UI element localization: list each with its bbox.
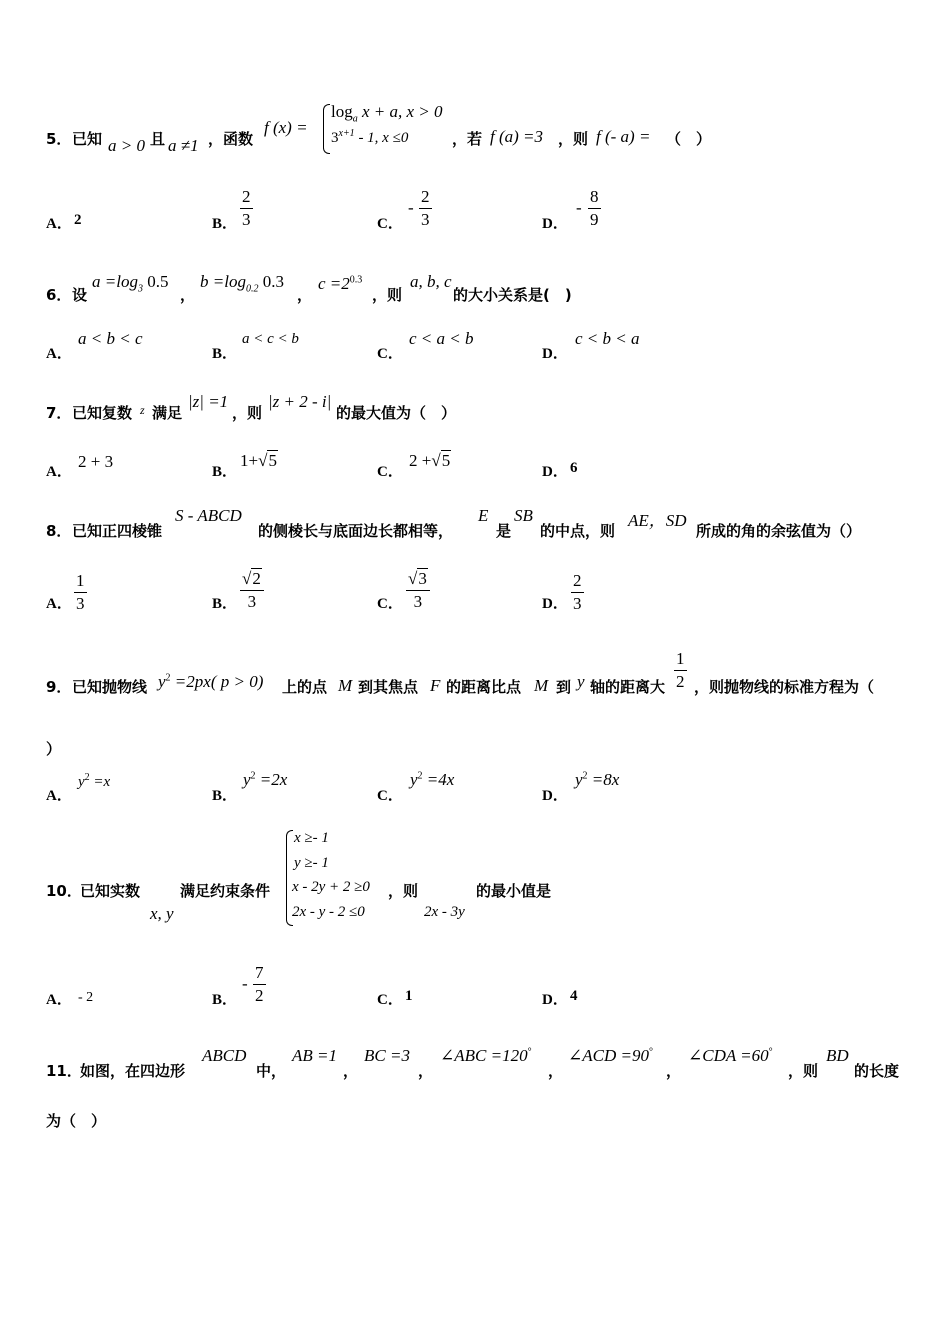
q10-optB-frac: $\frac{7}{2}$ [255, 963, 264, 1005]
q6-optC: c < a < b [409, 329, 474, 348]
q5-optA-label: A． [46, 216, 72, 232]
q8-optC-label: C． [377, 596, 403, 612]
q5-cond2: a ≠1 [168, 136, 199, 155]
q8-optD-label: D． [542, 596, 568, 612]
q5-text-3: ，函数 [208, 130, 254, 148]
q10-optA-label: A． [46, 992, 72, 1008]
q8-text-4: 的中点，则 [540, 522, 616, 540]
q5-optC-sign: - [408, 198, 414, 217]
q5-optA: 2 [74, 212, 82, 228]
q5-optB-frac: $\frac{2}{3}$ [242, 187, 251, 229]
q9-text-4: 的距离比点 [446, 678, 522, 696]
q6-a-def: $a =\log_3$ 0.5 [92, 272, 169, 295]
q8-text-3: 是 [496, 522, 512, 540]
q6-vars: a, b, c [410, 272, 452, 291]
q9-text-7: ，则抛物线的标准方程为（ [694, 678, 875, 696]
q11-text-2: 中， [256, 1062, 287, 1080]
q5-text-2: 且 [150, 130, 166, 148]
q9-number: 9． [46, 678, 72, 696]
q5-optD-sign: - [576, 198, 582, 217]
q5-number: 5． [46, 130, 72, 148]
q5-optB-label: B． [212, 216, 238, 232]
q9-text-1: 已知抛物线 [72, 678, 148, 696]
q9-text-5: 到 [556, 678, 572, 696]
q7-optC: 2 +√5 [409, 451, 451, 470]
q11-text-4: 的长度 [854, 1062, 900, 1080]
q8-optD-frac: $\frac{2}{3}$ [573, 571, 582, 613]
q5-given: f (a) =3 [490, 127, 544, 146]
q5-brace [323, 104, 330, 154]
q11-comma-3: ， [548, 1062, 564, 1080]
q6-optA: a < b < c [78, 329, 143, 348]
q10-vars: x, y [150, 904, 174, 923]
q9-y: y [577, 672, 585, 691]
q8-lines: AE，SD [628, 511, 687, 530]
q7-text-3: ，则 [232, 404, 263, 422]
q7-number: 7． [46, 404, 72, 422]
q11-ab: AB =1 [292, 1046, 337, 1065]
q7-optD: 6 [570, 460, 578, 476]
q10-optC-label: C． [377, 992, 403, 1008]
q11-comma-4: ， [666, 1062, 682, 1080]
q7-optA-label: A． [46, 464, 72, 480]
q6-text-2: ，则 [372, 286, 403, 304]
q8-sb: SB [514, 506, 533, 525]
q6-optD-label: D． [542, 346, 568, 362]
q8-e: E [478, 506, 489, 525]
q9-text-3: 到其焦点 [358, 678, 419, 696]
q9-optC-label: C． [377, 788, 403, 804]
q7-expr: |z + 2 - i| [268, 392, 332, 411]
q6-b-def: $b =\log_{0.2}$ 0.3 [200, 272, 284, 295]
q8-number: 8． [46, 522, 72, 540]
q8-text-1: 已知正四棱锥 [72, 522, 163, 540]
q5-optD-frac: $\frac{8}{9}$ [590, 187, 599, 229]
q6-optB: a < c < b [242, 331, 299, 347]
q9-close-paren: ） [46, 740, 62, 758]
q6-optA-label: A． [46, 346, 72, 362]
q6-text-3: 的大小关系是( ) [453, 286, 572, 304]
q9-optB-label: B． [212, 788, 238, 804]
q10-optD: 4 [570, 988, 578, 1004]
q11-comma-1: ， [343, 1062, 359, 1080]
q10-optD-label: D． [542, 992, 568, 1008]
q9-optD-label: D． [542, 788, 568, 804]
q7-optD-label: D． [542, 464, 568, 480]
q7-optC-label: C． [377, 464, 403, 480]
q5-text-4: ，若 [452, 130, 483, 148]
q10-text-3: ，则 [388, 882, 419, 900]
q11-angle-acd: ∠ACD =90° [568, 1046, 653, 1065]
q5-case1: $\log_a x + a$, x > 0 [331, 102, 443, 125]
q11-bd: BD [826, 1046, 849, 1065]
q7-cond: |z| =1 [188, 392, 229, 411]
q11-text-3: ，则 [788, 1062, 819, 1080]
q9-frac: $\frac{1}{2}$ [676, 649, 685, 691]
q7-text-4: 的最大值为（ ） [336, 404, 457, 422]
q9-optC: $y^2 =4x$ [410, 770, 455, 789]
q11-number: 11． [46, 1062, 82, 1080]
q10-constraint-3: x - 2y + 2 ≥0 [292, 879, 370, 895]
q8-text-2: 的侧棱长与底面边长都相等， [258, 522, 454, 540]
q10-optB-label: B． [212, 992, 238, 1008]
q10-constraint-2: y ≥- 1 [294, 855, 329, 871]
q9-optD: $y^2 =8x$ [575, 770, 620, 789]
q6-optB-label: B． [212, 346, 238, 362]
q6-text-1: 设 [72, 286, 88, 304]
q7-z: z [140, 403, 145, 417]
q11-angle-abc: ∠ABC =120° [440, 1046, 532, 1065]
q10-optB-sign: - [242, 974, 248, 993]
q5-optC-frac: $\frac{2}{3}$ [421, 187, 430, 229]
q11-text-5: 为（ ） [46, 1112, 107, 1130]
q7-optB: 1+√5 [240, 451, 277, 470]
q10-constraint-4: 2x - y - 2 ≤0 [292, 904, 365, 920]
q8-optA-frac: $\frac{1}{3}$ [76, 571, 85, 613]
q6-comma-2: ， [297, 286, 313, 304]
q5-case2: $3^{x+1} - 1$, x ≤0 [331, 128, 409, 146]
q10-optA: - 2 [78, 990, 94, 1005]
q11-bc: BC =3 [364, 1046, 410, 1065]
q10-optC: 1 [405, 988, 413, 1004]
q5-text-5: ，则 [558, 130, 589, 148]
q8-optA-label: A． [46, 596, 72, 612]
q7-optA: 2 + 3 [78, 452, 114, 471]
q5-paren: （ ） [666, 130, 712, 148]
q5-func: f (x) = [264, 118, 308, 137]
q9-text-2: 上的点 [282, 678, 328, 696]
q9-point-m2: M [534, 676, 549, 695]
q11-quad: ABCD [202, 1046, 247, 1065]
q10-text-2: 满足约束条件 [180, 882, 271, 900]
q6-number: 6． [46, 286, 72, 304]
q11-angle-cda: ∠CDA =60° [688, 1046, 773, 1065]
q5-optD-label: D． [542, 216, 568, 232]
q11-text-1: 如图，在四边形 [80, 1062, 186, 1080]
q6-comma-1: ， [180, 286, 196, 304]
q10-target: 2x - 3y [424, 904, 465, 920]
q9-optA: $y^2 =x$ [78, 772, 111, 790]
q5-cond1: a > 0 [108, 136, 145, 155]
q6-c-def: $c =2^{0.3}$ [318, 274, 363, 293]
q6-optC-label: C． [377, 346, 403, 362]
q9-equation: $y^2 =2px$( p > 0) [158, 672, 264, 691]
q9-optB: $y^2 =2x$ [243, 770, 288, 789]
q8-optB-frac: $\frac{√2}{3}$ [240, 568, 264, 613]
q7-optB-label: B． [212, 464, 238, 480]
q5-text-1: 已知 [72, 130, 103, 148]
q7-text-2: 满足 [152, 404, 183, 422]
q11-comma-2: ， [418, 1062, 434, 1080]
q9-focus: F [430, 676, 441, 695]
q10-text-1: 已知实数 [80, 882, 141, 900]
q8-optC-frac: $\frac{√3}{3}$ [406, 568, 430, 613]
q7-text-1: 已知复数 [72, 404, 133, 422]
q5-ask: f (- a) = [596, 127, 651, 146]
q9-point-m1: M [338, 676, 353, 695]
q10-constraint-1: x ≥- 1 [294, 830, 329, 846]
q9-text-6: 轴的距离大 [590, 678, 666, 696]
q6-optD: c < b < a [575, 329, 640, 348]
q8-pyramid: S - ABCD [175, 506, 242, 525]
q9-optA-label: A． [46, 788, 72, 804]
q8-optB-label: B． [212, 596, 238, 612]
q10-text-4: 的最小值是 [476, 882, 552, 900]
q8-text-5: 所成的角的余弦值为（） [696, 522, 862, 540]
q5-optC-label: C． [377, 216, 403, 232]
q10-number: 10． [46, 882, 82, 900]
